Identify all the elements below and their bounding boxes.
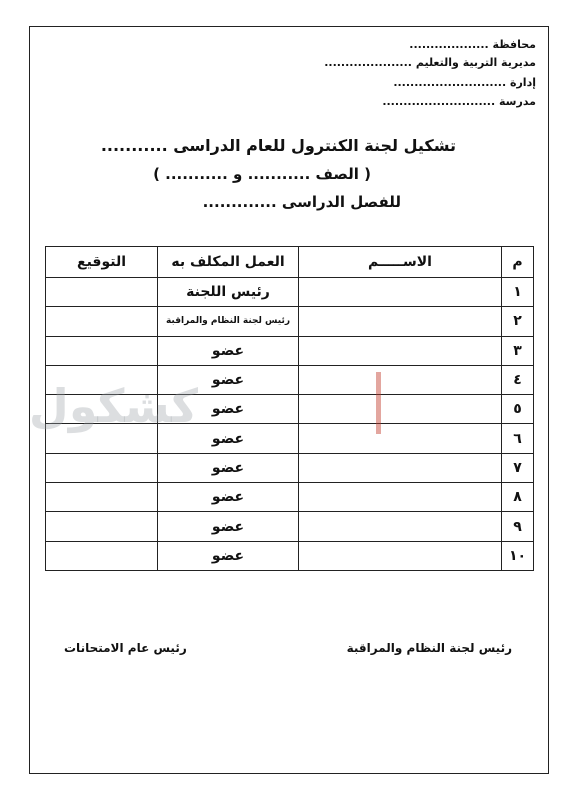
name-cell	[299, 278, 502, 307]
signature-cell	[46, 336, 158, 365]
row-number: ٩	[502, 512, 534, 541]
school-label: مدرسة	[499, 95, 536, 108]
name-cell	[299, 541, 502, 570]
signature-cell	[46, 424, 158, 453]
table-row	[46, 365, 534, 394]
header-role: العمل المكلف به	[158, 247, 299, 278]
table-row	[46, 278, 534, 307]
signature-cell	[46, 541, 158, 570]
footer-exams-head-signature: رئيس عام الامتحانات	[64, 641, 187, 655]
table-row	[46, 424, 534, 453]
role-cell: عضو	[158, 424, 299, 453]
footer-control-head-signature: رئيس لجنة النظام والمراقبة	[346, 641, 512, 655]
table-row	[46, 453, 534, 482]
directorate-label: مديرية التربية والتعليم	[415, 56, 536, 69]
administration-dots: ...........................	[393, 76, 507, 89]
role-cell: عضو	[158, 512, 299, 541]
name-cell	[299, 512, 502, 541]
name-cell	[299, 365, 502, 394]
row-number: ٤	[502, 365, 534, 394]
row-number: ٢	[502, 307, 534, 336]
table-row	[46, 395, 534, 424]
signature-cell	[46, 453, 158, 482]
directorate-line	[296, 56, 536, 69]
signature-cell	[46, 512, 158, 541]
row-number: ٧	[502, 453, 534, 482]
role-cell: عضو	[158, 453, 299, 482]
form-title: تشكيل لجنة الكنترول للعام الدراسى ...........	[100, 136, 456, 155]
row-number: ٦	[502, 424, 534, 453]
governorate-line	[296, 38, 536, 51]
name-cell	[299, 453, 502, 482]
role-cell: رئيس اللجنة	[158, 278, 299, 307]
role-cell: عضو	[158, 336, 299, 365]
role-cell: عضو	[158, 395, 299, 424]
name-cell	[299, 395, 502, 424]
administration-label: إدارة	[509, 76, 536, 89]
name-cell	[299, 307, 502, 336]
role-cell: عضو	[158, 541, 299, 570]
name-cell	[299, 483, 502, 512]
directorate-dots: .....................	[324, 56, 412, 69]
administration-line	[296, 76, 536, 89]
signature-cell	[46, 307, 158, 336]
header-signature: التوقيع	[46, 247, 158, 278]
row-number: ٣	[502, 336, 534, 365]
governorate-dots: ...................	[409, 38, 489, 51]
school-dots: ...........................	[382, 95, 496, 108]
role-cell: عضو	[158, 365, 299, 394]
row-number: ٥	[502, 395, 534, 424]
signature-cell	[46, 365, 158, 394]
table-row	[46, 541, 534, 570]
role-cell: عضو	[158, 483, 299, 512]
header-name: الاســـــم	[299, 247, 502, 278]
table-row	[46, 512, 534, 541]
row-number: ١٠	[502, 541, 534, 570]
school-line	[296, 95, 536, 108]
table-row	[46, 307, 534, 336]
committee-table	[45, 246, 534, 571]
table-header-row	[46, 247, 534, 278]
name-cell	[299, 336, 502, 365]
row-number: ١	[502, 278, 534, 307]
table-row	[46, 336, 534, 365]
class-line: ( الصف ........... و ........... )	[153, 165, 371, 183]
name-cell	[299, 424, 502, 453]
table-row	[46, 483, 534, 512]
signature-cell	[46, 483, 158, 512]
header-number: م	[502, 247, 534, 278]
row-number: ٨	[502, 483, 534, 512]
role-cell: رئيس لجنة النظام والمراقبة	[158, 307, 299, 336]
term-line: للفصل الدراسى .............	[202, 193, 401, 211]
watermark-text: كشكول	[28, 379, 198, 433]
governorate-label: محافظة	[492, 38, 536, 51]
signature-cell	[46, 278, 158, 307]
signature-cell	[46, 395, 158, 424]
